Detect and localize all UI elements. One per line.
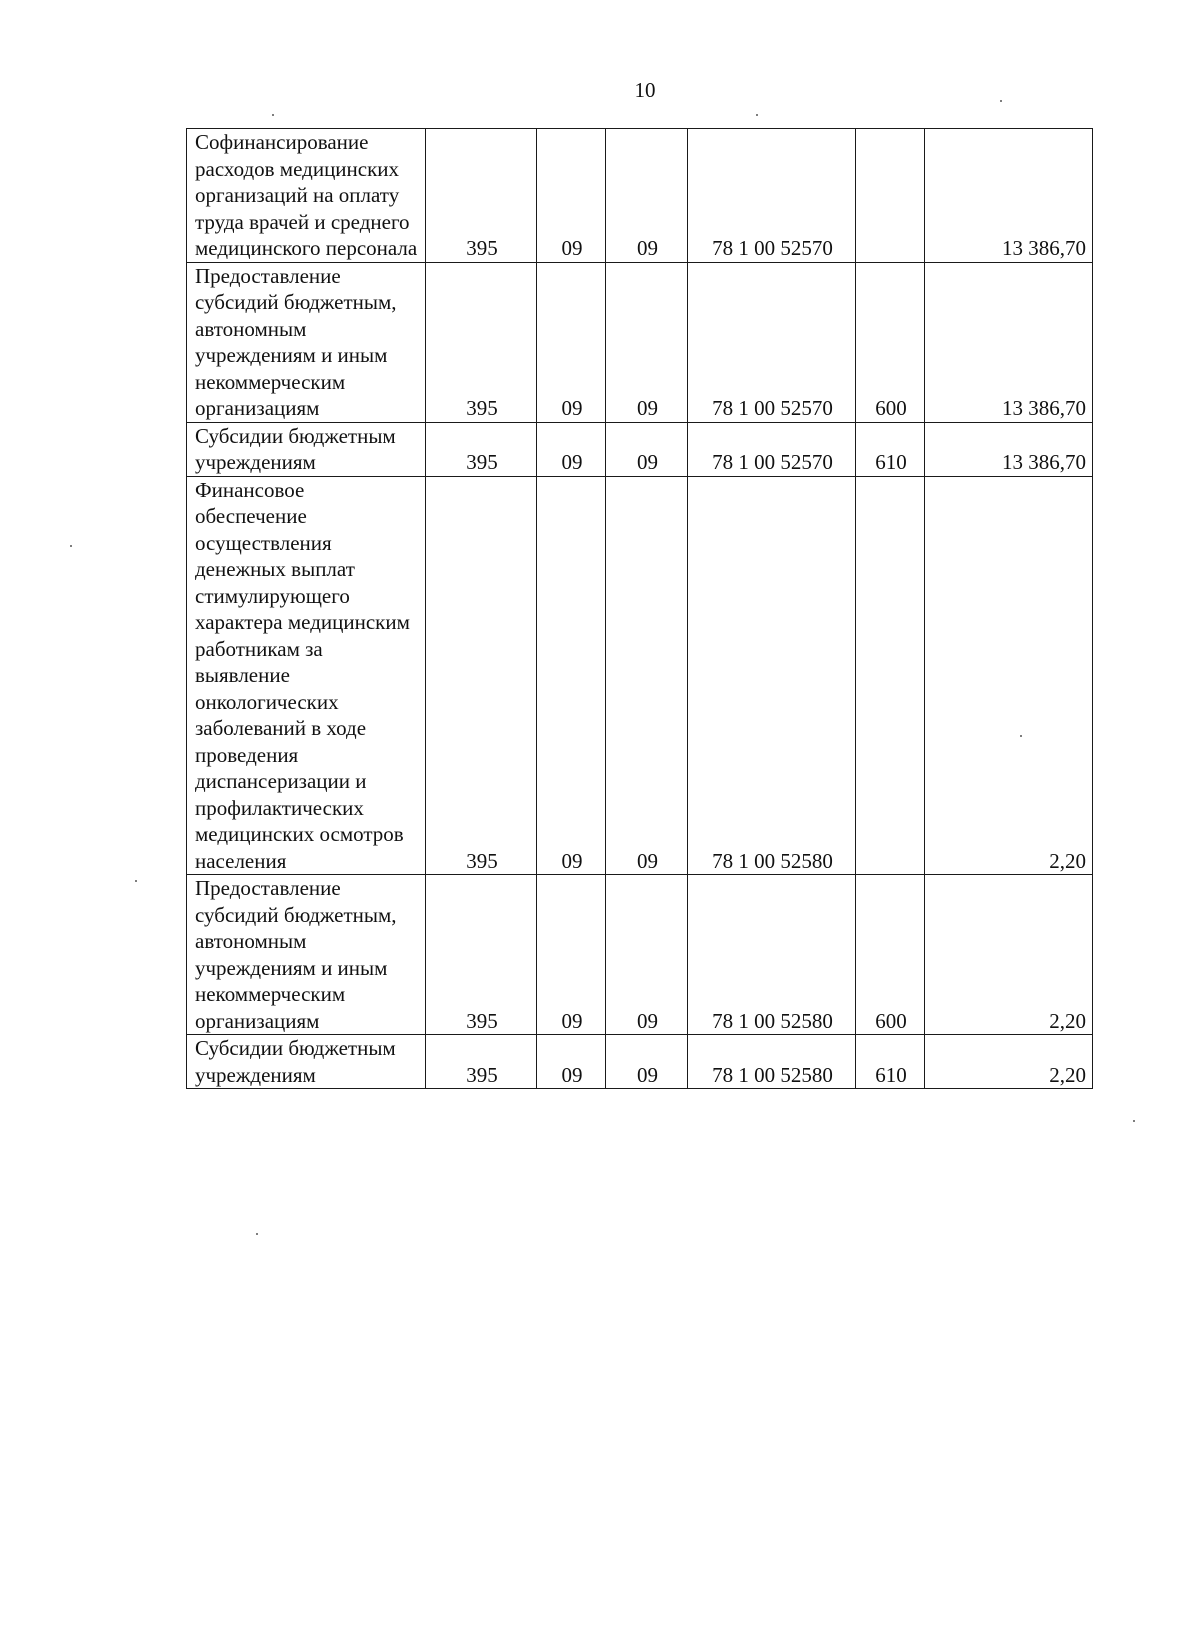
row-vr: 600 (856, 875, 925, 1035)
row-csr: 78 1 00 52570 (688, 422, 856, 476)
row-vr: 610 (856, 422, 925, 476)
row-vr (856, 129, 925, 263)
row-amount: 13 386,70 (925, 422, 1093, 476)
row-ved: 395 (426, 422, 537, 476)
row-name: Финансовое обеспечение осуществления денежных выплат стимулирующего характера медицинским работникам за выявление онкологических заболеваний в ходе проведения диспансеризации и профилактических медицинских осмотров населения (187, 476, 426, 875)
row-ved: 395 (426, 262, 537, 422)
row-amount: 2,20 (925, 476, 1093, 875)
page-number: 10 (634, 78, 656, 102)
table-row (187, 476, 1093, 875)
table-row (187, 422, 1093, 476)
row-pr: 09 (606, 262, 688, 422)
row-name: Предоставление субсидий бюджетным, автономным учреждениям и иным некоммерческим организациям (187, 262, 426, 422)
row-csr: 78 1 00 52580 (688, 875, 856, 1035)
row-vr: 600 (856, 262, 925, 422)
scan-speck (756, 114, 758, 116)
row-name: Софинансирование расходов медицинских организаций на оплату труда врачей и среднего медицинского персонала (187, 129, 426, 263)
scan-speck (1000, 100, 1002, 102)
table-row (187, 875, 1093, 1035)
row-amount: 2,20 (925, 875, 1093, 1035)
table-row (187, 262, 1093, 422)
row-amount: 13 386,70 (925, 262, 1093, 422)
row-rz: 09 (537, 875, 606, 1035)
row-ved: 395 (426, 476, 537, 875)
row-csr: 78 1 00 52570 (688, 129, 856, 263)
scan-speck (1133, 1120, 1135, 1122)
row-vr (856, 476, 925, 875)
row-ved: 395 (426, 129, 537, 263)
row-rz: 09 (537, 262, 606, 422)
scan-speck (70, 545, 72, 547)
scan-speck (135, 880, 137, 882)
row-name: Субсидии бюджетным учреждениям (187, 1035, 426, 1089)
scan-speck (256, 1233, 258, 1235)
row-amount: 2,20 (925, 1035, 1093, 1089)
row-rz: 09 (537, 422, 606, 476)
row-name: Предоставление субсидий бюджетным, автономным учреждениям и иным некоммерческим организациям (187, 875, 426, 1035)
row-pr: 09 (606, 476, 688, 875)
row-csr: 78 1 00 52580 (688, 1035, 856, 1089)
row-rz: 09 (537, 1035, 606, 1089)
scan-speck (272, 114, 274, 116)
row-vr: 610 (856, 1035, 925, 1089)
row-name: Субсидии бюджетным учреждениям (187, 422, 426, 476)
row-csr: 78 1 00 52570 (688, 262, 856, 422)
row-amount: 13 386,70 (925, 129, 1093, 263)
row-ved: 395 (426, 1035, 537, 1089)
row-pr: 09 (606, 129, 688, 263)
table-row (187, 1035, 1093, 1089)
row-csr: 78 1 00 52580 (688, 476, 856, 875)
row-pr: 09 (606, 1035, 688, 1089)
row-pr: 09 (606, 875, 688, 1035)
budget-table (186, 128, 1093, 1089)
row-rz: 09 (537, 129, 606, 263)
row-pr: 09 (606, 422, 688, 476)
table-row (187, 129, 1093, 263)
row-ved: 395 (426, 875, 537, 1035)
scan-speck (1020, 735, 1022, 737)
row-rz: 09 (537, 476, 606, 875)
